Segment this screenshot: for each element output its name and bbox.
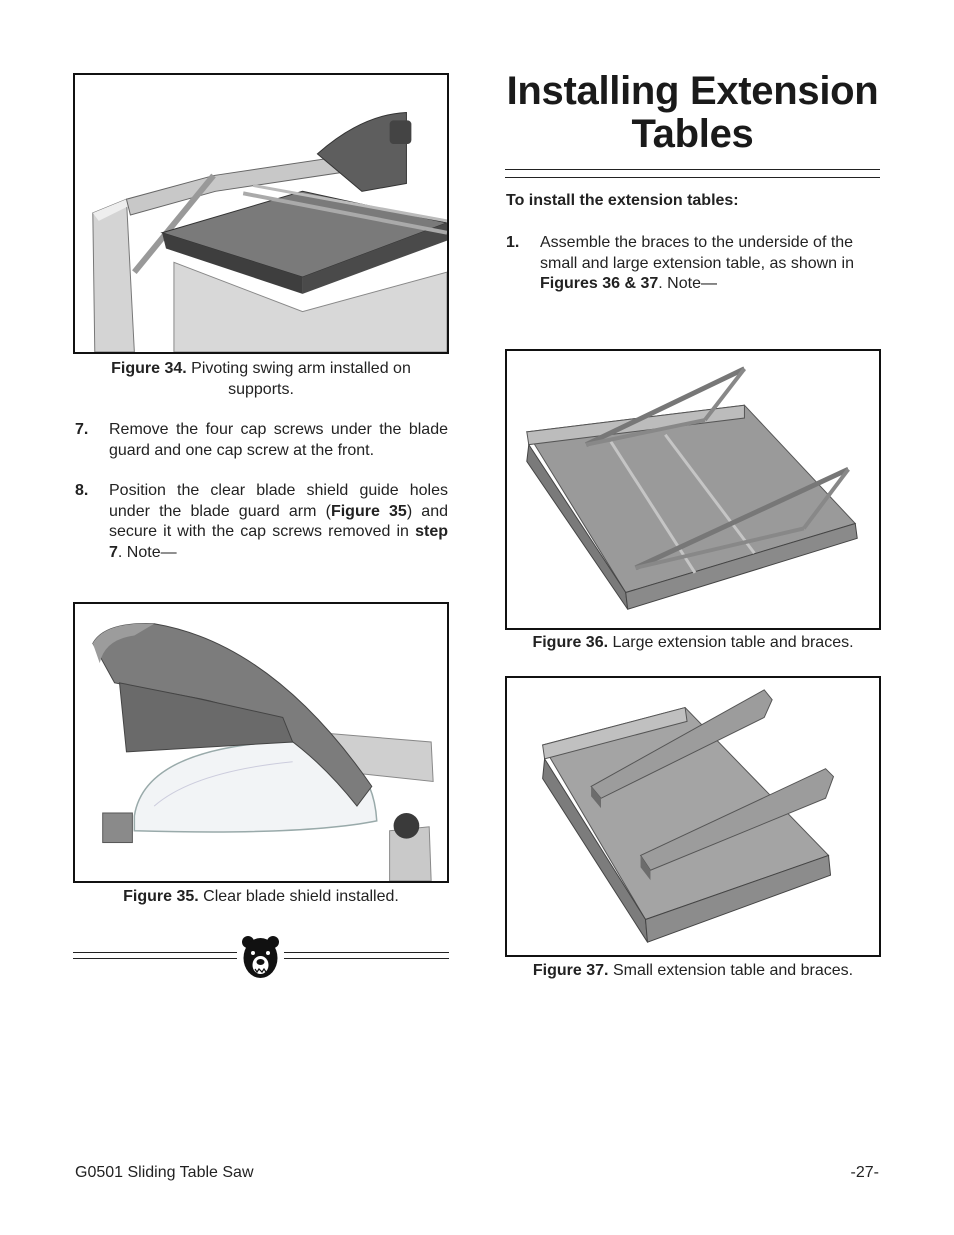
divider-line-left-top [73, 952, 237, 953]
figure-37-image [505, 676, 881, 957]
step-1-text-a: Assemble the braces to the underside of the small and large extension table, as shown in [540, 234, 854, 272]
blade-shield-illustration [75, 604, 447, 881]
figure-34-text-1: Pivoting swing arm installed on [191, 360, 411, 377]
step-8-text-a: Position the clear blade shield guide holes under the blade guard arm ( [109, 482, 448, 520]
footer-title: G0501 Sliding Table Saw [75, 1164, 254, 1181]
figure-37-caption [505, 960, 881, 981]
step-7-text: Remove the four cap screws under the blade guard and one cap screw at the front. [109, 421, 448, 459]
bear-head-icon [241, 934, 280, 980]
page-title-line-1: Installing Extension [506, 69, 879, 113]
step-8 [75, 481, 448, 565]
step-8-number: 8. [75, 482, 89, 499]
figure-36-image [505, 349, 881, 630]
figure-35-image [73, 602, 449, 883]
divider-line-right-bottom [284, 958, 449, 959]
title-rule-top [505, 169, 880, 170]
small-table-illustration [507, 678, 879, 955]
divider-line-right-top [284, 952, 449, 953]
figure-36-text: Large extension table and braces. [612, 634, 854, 651]
figure-34-image [73, 73, 449, 354]
swing-arm-illustration [75, 75, 447, 352]
figure-35-caption [73, 886, 449, 907]
step-8-step-ref: step 7 [109, 523, 448, 561]
step-7-number: 7. [75, 421, 89, 438]
page-title [505, 70, 880, 156]
figure-35-text: Clear blade shield installed. [203, 888, 399, 905]
step-8-text-b: ) and secure it with the cap screws removed in [109, 502, 449, 540]
step-1 [506, 233, 880, 295]
step-7 [75, 420, 448, 462]
divider-line-left-bottom [73, 958, 237, 959]
figure-34-caption [73, 358, 449, 400]
figure-37-text: Small extension table and braces. [612, 962, 854, 979]
step-8-text [109, 481, 448, 563]
footer-page-number: -27- [850, 1164, 879, 1181]
figure-35-label: Figure 35. [123, 888, 199, 905]
figure-36-label: Figure 36. [532, 634, 609, 651]
title-rule-bottom [505, 177, 880, 178]
figure-34-label: Figure 34. [111, 360, 187, 377]
figure-34-text-2: supports. [228, 381, 294, 398]
step-1-text [540, 233, 880, 295]
step-8-text-c: . Note— [117, 543, 177, 561]
large-table-illustration [507, 351, 879, 628]
step-1-figures-ref: Figures 36 & 37 [540, 275, 659, 292]
page-title-line-2: Tables [631, 112, 754, 156]
step-1-text-b: . Note— [658, 275, 717, 292]
figure-37-label: Figure 37. [532, 962, 609, 979]
intro-heading: To install the extension tables: [506, 192, 739, 209]
figure-36-caption [505, 632, 881, 653]
step-8-figure-ref: Figure 35 [330, 502, 407, 520]
step-1-number: 1. [506, 234, 520, 251]
